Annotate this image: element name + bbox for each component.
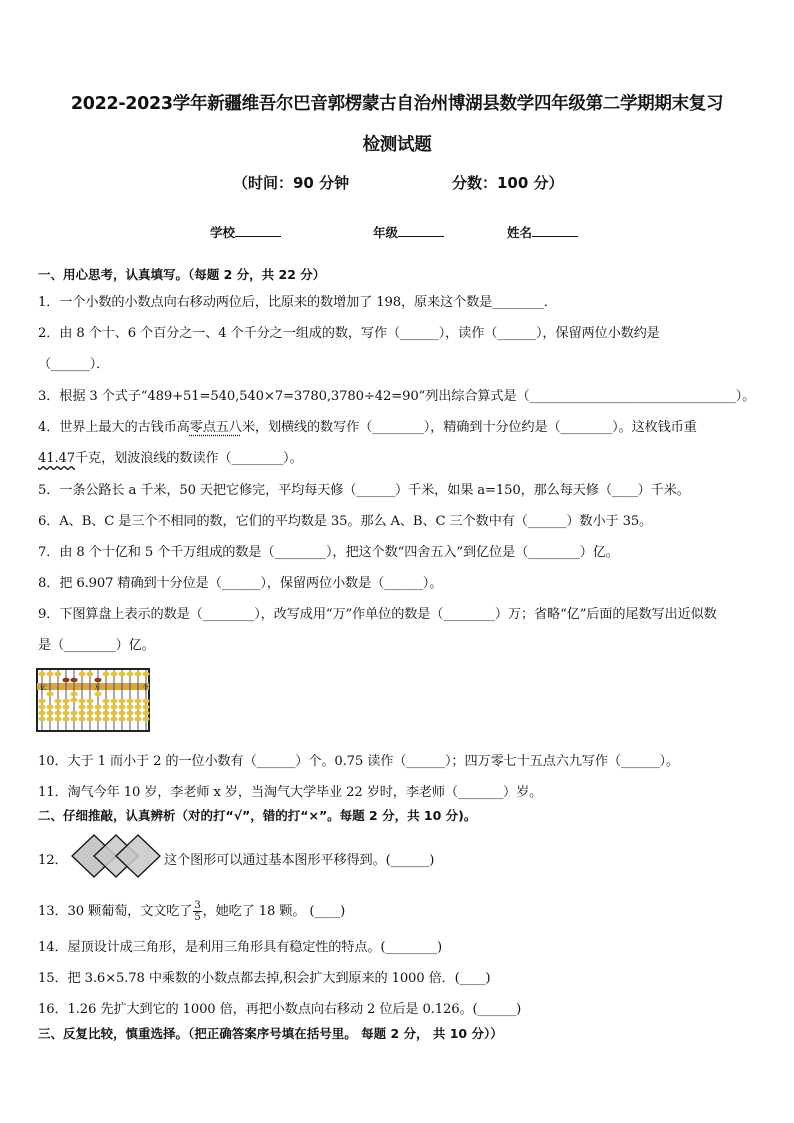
question-14: 14．屋顶设计成三角形，是利用三角形具有稳定性的特点。(________)	[38, 940, 442, 955]
name-label: 姓名	[507, 225, 533, 240]
question-1: 1．一个小数的小数点向右移动两位后，比原来的数增加了 198，原来这个数是________．	[38, 295, 557, 310]
question-8: 8．把 6.907 精确到十分位是（______），保留两位小数是（______）。	[38, 576, 443, 591]
name-blank[interactable]	[532, 226, 578, 237]
exam-title-line1: 2022-2023学年新疆维吾尔巴音郭楞蒙古自治州博湖县数学四年级第二学期期末复习	[70, 94, 724, 114]
name-field	[507, 223, 578, 241]
question-9-line2: 是（________）亿。	[38, 638, 155, 653]
question-5: 5．一条公路长 a 千米，50 天把它修完，平均每天修（______）千米，如果 a=150，那么每天修（____）千米。	[38, 483, 690, 498]
grade-label: 年级	[373, 225, 399, 240]
school-label: 学校	[210, 225, 236, 240]
fraction-three-fifths	[193, 900, 201, 923]
question-16: 16．1.26 先扩大到它的 1000 倍，再把小数点向右移动 2 位后是 0.126。(______)	[38, 1002, 522, 1017]
abacus-figure	[36, 668, 150, 732]
exam-score: 分数：100 分）	[452, 174, 564, 192]
fraction-numerator: 3	[194, 900, 201, 911]
question-4-text: 4．世界上最大的古钱币高零点五八米，划横线的数写作（________），精确到十分位约是（________）。这枚钱币重	[38, 420, 697, 435]
abacus-beam	[37, 683, 149, 690]
school-blank[interactable]	[235, 226, 281, 237]
question-9-line1: 9．下图算盘上表示的数是（________），改写成用“万”作单位的数是（________）万；省略“亿”后面的尾数写出近似数	[38, 607, 717, 622]
question-10: 10．大于 1 而小于 2 的一位小数有（______）个。0.75 读作（______）；四万零七十五点六九写作（______）。	[38, 754, 680, 769]
section-2-heading: 二、仔细推敲，认真辨析（对的打“√”，错的打“×”。每题 2 分，共 10 分)。	[38, 808, 477, 823]
question-6: 6．A、B、C 是三个不相同的数，它们的平均数是 35。那么 A、B、C 三个数中有（______）数小于 35。	[38, 514, 653, 529]
abacus-label-ge: 个	[142, 683, 149, 692]
dotted-underlined-number: 零点五八	[189, 420, 242, 435]
grade-blank[interactable]	[398, 226, 444, 237]
grade-field	[373, 223, 444, 241]
question-3: 3．根据 3 个式子“489+51=540,540×7=3780,3780÷42=90”列出综合算式是（________________________________）。	[38, 389, 756, 404]
wavy-number: 41.47	[38, 451, 76, 466]
question-4-line1	[38, 416, 697, 435]
school-field	[210, 223, 281, 241]
question-15: 15．把 3.6×5.78 中乘数的小数点都去掉,积会扩大到原来的 1000 倍．(____)	[38, 971, 491, 986]
question-4-line2-text: 千克，划波浪线的数读作（________）。	[75, 451, 303, 466]
abacus-label-yi: 亿	[40, 683, 47, 692]
exam-time: （时间：90 分钟	[233, 174, 350, 192]
fraction-denominator: 5	[194, 912, 201, 923]
question-13-post: ，她吃了 18 颗。 (____)	[202, 904, 346, 919]
section-1-heading: 一、用心思考，认真填写。（每题 2 分，共 22 分）	[38, 267, 326, 282]
rhombus-pattern-figure	[70, 833, 162, 879]
question-4-line2	[38, 447, 303, 466]
question-2-line1: 2．由 8 个十、6 个百分之一、4 个千分之一组成的数，写作（______），读作（______），保留两位小数约是	[38, 326, 660, 341]
question-12-number: 12．	[38, 853, 68, 868]
question-13-pre: 13．30 颗葡萄，文文吃了	[38, 904, 193, 919]
section-3-heading: 三、反复比较，慎重选择。（把正确答案序号填在括号里。 每题 2 分， 共 10 分））	[38, 1026, 503, 1041]
question-12-text: 这个图形可以通过基本图形平移得到。(______)	[164, 853, 435, 868]
question-7: 7．由 8 个十亿和 5 个千万组成的数是（________），把这个数“四舍五入”到亿位是（________）亿。	[38, 545, 619, 560]
abacus-label-wan: 万	[94, 683, 101, 692]
exam-title-line2: 检测试题	[362, 135, 432, 155]
question-11: 11．淘气今年 10 岁，李老师 x 岁，当淘气大学毕业 22 岁时，李老师（_______）岁。	[38, 785, 543, 800]
question-2-line2: （______）．	[38, 357, 110, 372]
question-13	[38, 900, 345, 923]
